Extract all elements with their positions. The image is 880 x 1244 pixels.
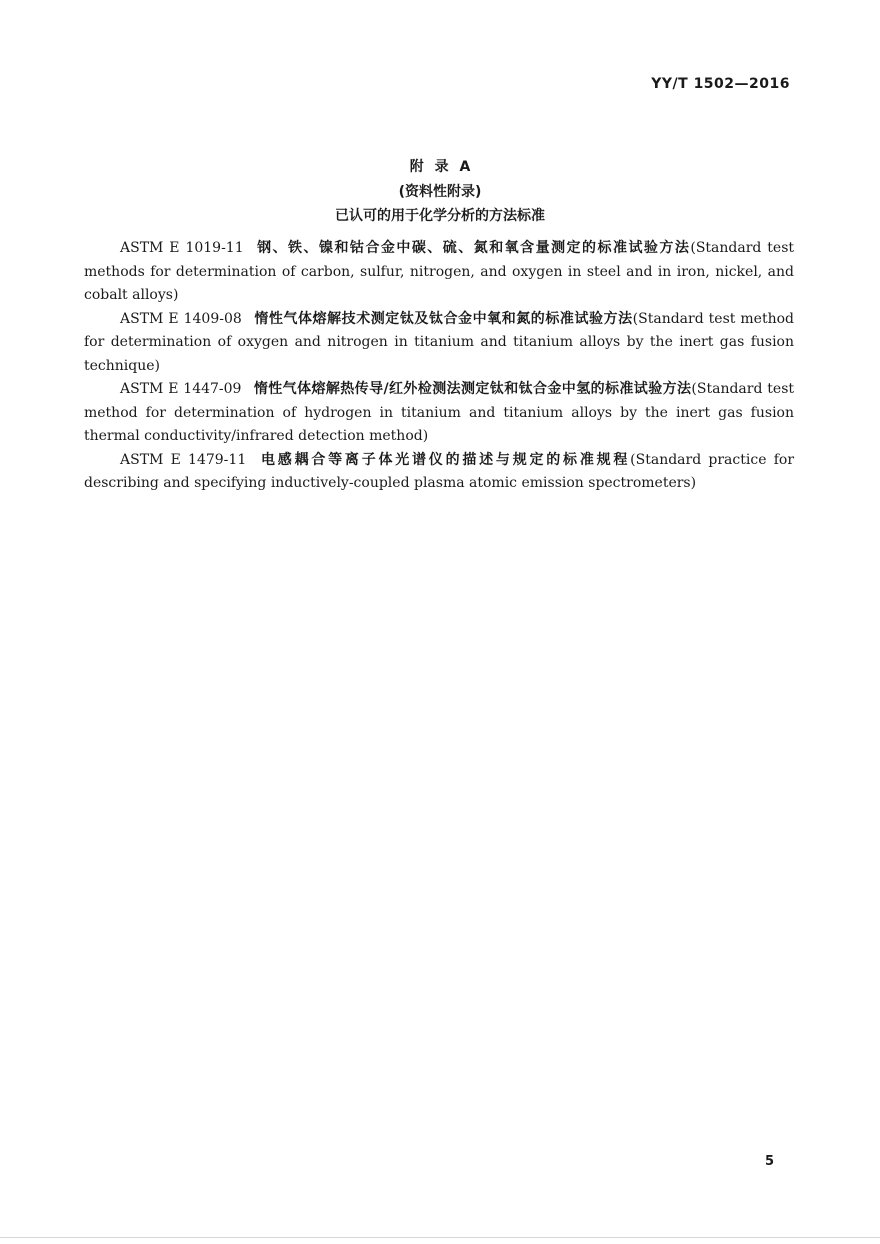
annex-label: 附 录 A	[409, 159, 471, 175]
annex-title: 已认可的用于化学分析的方法标准	[335, 208, 545, 224]
reference-entry	[84, 378, 794, 449]
reference-entry	[84, 308, 794, 379]
reference-chinese-title: 惰性气体熔解技术测定钛及钛合金中氧和氮的标准试验方法	[253, 310, 633, 327]
reference-entry	[84, 449, 794, 496]
reference-code: ASTM E 1019-11	[120, 240, 244, 256]
page-number: 5	[764, 1154, 774, 1169]
reference-english-title: (Standard test methods for determination of carbon, sulfur, nitrogen, and oxygen in steel and in iron, nickel, and cobalt alloys)	[84, 240, 795, 303]
reference-english-title: (Standard practice for describing and specifying inductively-coupled plasma atomic emission spectrometers)	[84, 451, 795, 491]
page-edge-divider	[0, 1237, 880, 1238]
reference-code: ASTM E 1479-11	[120, 451, 247, 468]
reference-entry	[84, 237, 794, 308]
reference-english-title: (Standard test method for determination of oxygen and nitrogen in titanium and titanium alloys by the inert gas fusion technique)	[84, 310, 794, 374]
reference-code: ASTM E 1409-08	[120, 310, 242, 327]
reference-code: ASTM E 1447-09	[120, 381, 242, 397]
reference-chinese-title: 惰性气体熔解热传导/红外检测法测定钛和钛合金中氢的标准试验方法	[253, 381, 692, 397]
reference-chinese-title: 钢、铁、镍和钴合金中碳、硫、氮和氧含量测定的标准试验方法	[255, 240, 691, 256]
reference-english-title: (Standard test method for determination of hydrogen in titanium and titanium alloys by the inert gas fusion thermal conductivity/infrared detection method)	[84, 381, 794, 444]
reference-list	[84, 237, 794, 496]
annex-type: (资料性附录)	[398, 184, 482, 200]
standard-code: YY/T 1502—2016	[651, 76, 790, 92]
reference-chinese-title: 电感耦合等离子体光谱仪的描述与规定的标准规程	[258, 451, 631, 468]
